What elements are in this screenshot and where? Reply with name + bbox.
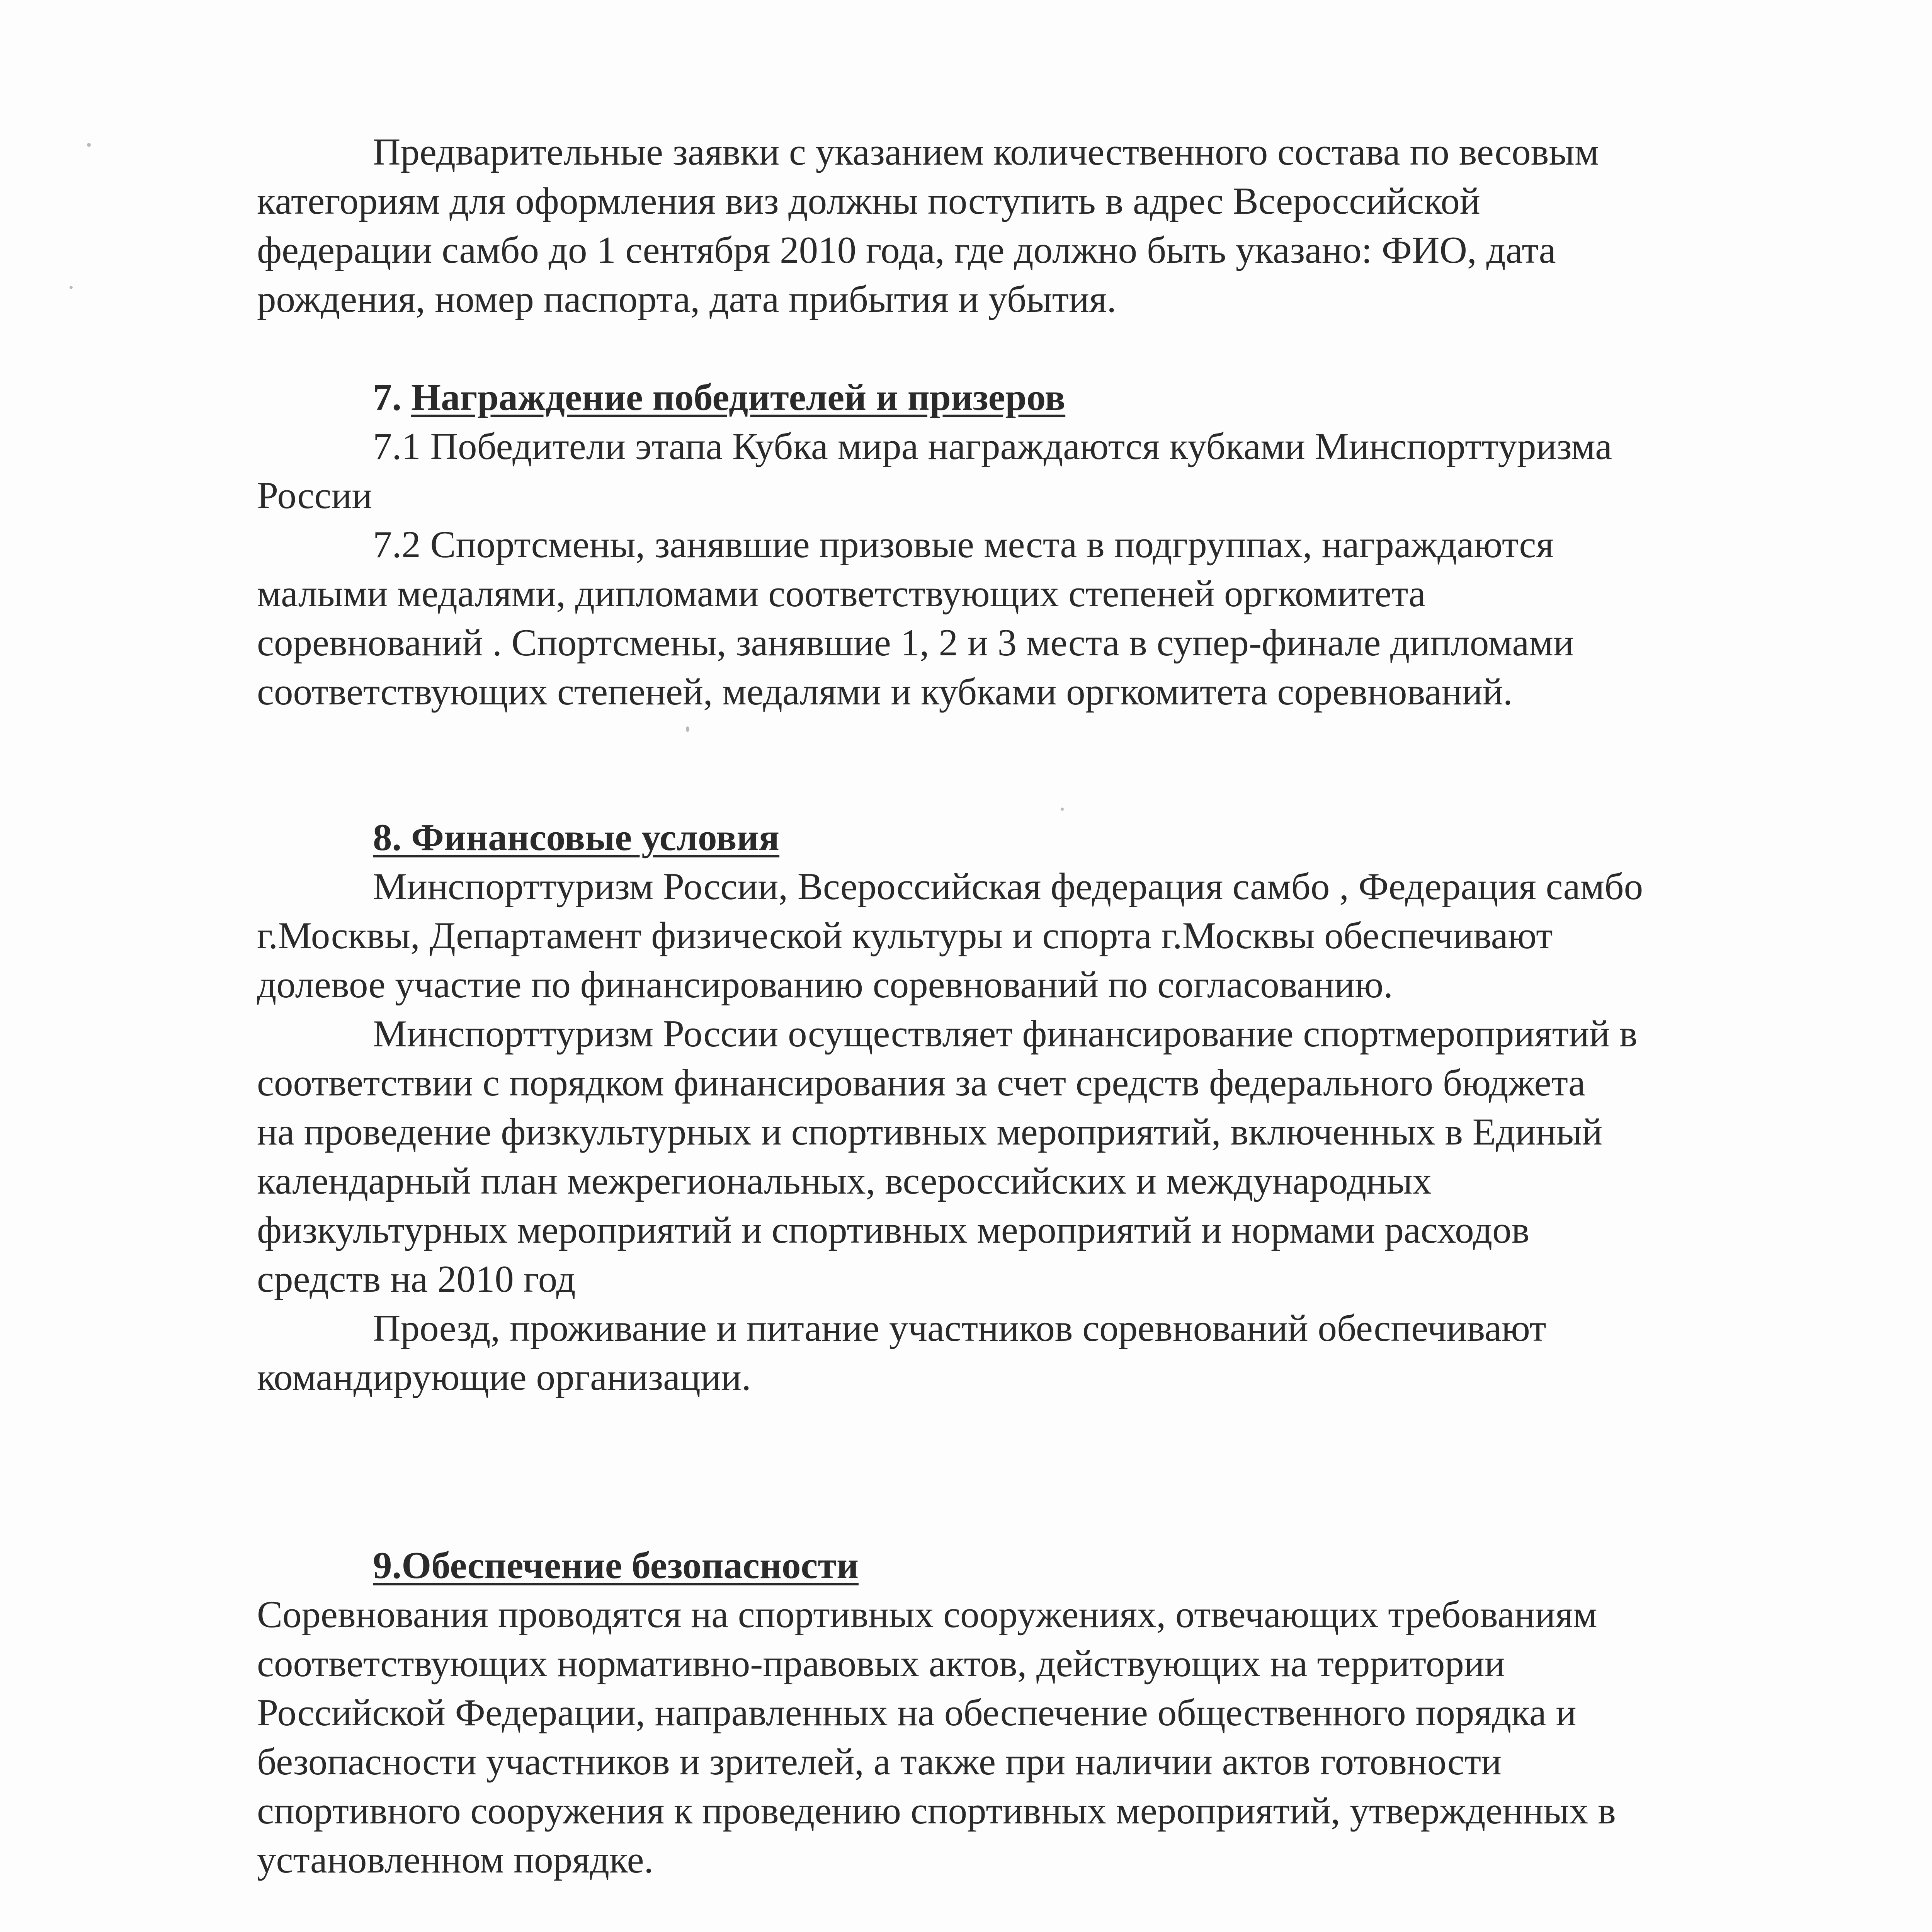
text-line: Предварительные заявки с указанием количественного состава по весовым bbox=[373, 131, 1599, 173]
section-9-heading: 9.Обеспечение безопасности bbox=[373, 1544, 859, 1587]
text-line: категориям для оформления виз должны поступить в адрес Всероссийской bbox=[257, 180, 1480, 222]
text-line: соответствующих степеней, медалями и кубками оргкомитета соревнований. bbox=[257, 671, 1513, 713]
text-line: г.Москвы, Департамент физической культуры и спорта г.Москвы обеспечивают bbox=[257, 915, 1553, 957]
text-line: России bbox=[257, 474, 372, 517]
section-7-paragraph-2 bbox=[257, 520, 1795, 716]
intro-paragraph bbox=[257, 128, 1795, 324]
section-9-paragraph-1 bbox=[257, 1590, 1795, 1884]
text-line: Проезд, проживание и питание участников соревнований обеспечивают bbox=[373, 1307, 1546, 1349]
section-7-paragraph-1 bbox=[257, 422, 1795, 520]
text-line: 7.2 Спортсмены, занявшие призовые места в подгруппах, награждаются bbox=[373, 524, 1554, 566]
text-line: федерации самбо до 1 сентября 2010 года, где должно быть указано: ФИО, дата bbox=[257, 229, 1556, 271]
section-7-heading bbox=[257, 373, 1795, 422]
text-line: календарный план межрегиональных, всероссийских и международных bbox=[257, 1160, 1432, 1202]
text-line: на проведение физкультурных и спортивных мероприятий, включенных в Единый bbox=[257, 1111, 1603, 1153]
section-8-paragraph-1 bbox=[257, 862, 1795, 1009]
text-line: соответствии с порядком финансирования за счет средств федерального бюджета bbox=[257, 1062, 1585, 1104]
section-7-number: 7. bbox=[373, 376, 411, 418]
section-8-paragraph-2 bbox=[257, 1009, 1795, 1304]
text-line: малыми медалями, дипломами соответствующих степеней оргкомитета bbox=[257, 573, 1426, 615]
text-line: Соревнования проводятся на спортивных сооружениях, отвечающих требованиям bbox=[257, 1594, 1597, 1636]
text-line: соответствующих нормативно-правовых актов, действующих на территории bbox=[257, 1643, 1505, 1685]
text-line: Минспорттуризм России осуществляет финансирование спортмероприятий в bbox=[373, 1013, 1638, 1055]
scan-speck bbox=[70, 286, 73, 289]
text-line: долевое участие по финансированию соревнований по согласованию. bbox=[257, 964, 1393, 1006]
text-line: соревнований . Спортсмены, занявшие 1, 2 и 3 места в супер-финале дипломами bbox=[257, 622, 1574, 664]
text-line: средств на 2010 год bbox=[257, 1258, 576, 1300]
section-8-heading: 8. Финансовые условия bbox=[373, 816, 780, 859]
document-body bbox=[257, 128, 1795, 1932]
text-line: рождения, номер паспорта, дата прибытия и убытия. bbox=[257, 278, 1117, 320]
text-line: Минспорттуризм России, Всероссийская федерация самбо , Федерация самбо bbox=[373, 866, 1643, 908]
text-line: командирующие организации. bbox=[257, 1356, 751, 1398]
section-8-paragraph-3 bbox=[257, 1304, 1795, 1402]
section-7-title: Награждение победителей и призеров bbox=[411, 376, 1066, 418]
text-line: физкультурных мероприятий и спортивных мероприятий и нормами расходов bbox=[257, 1209, 1530, 1251]
text-line: установленном порядке. bbox=[257, 1839, 654, 1881]
text-line: 7.1 Победители этапа Кубка мира награждаются кубками Минспорттуризма bbox=[373, 425, 1612, 468]
text-line: спортивного сооружения к проведению спортивных мероприятий, утвержденных в bbox=[257, 1790, 1616, 1832]
scan-speck bbox=[87, 143, 91, 147]
text-line: Российской Федерации, направленных на обеспечение общественного порядка и bbox=[257, 1692, 1577, 1734]
text-line: безопасности участников и зрителей, а также при наличии актов готовности bbox=[257, 1741, 1502, 1783]
